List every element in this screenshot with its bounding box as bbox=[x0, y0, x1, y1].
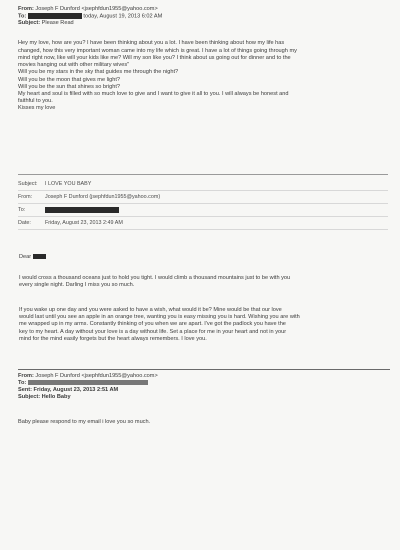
email2-line: me wrapped up in my arms. Constantly thinking of you when we are apart. I've got the padlock you have the bbox=[19, 321, 286, 328]
email1-line: Will you be the sun that shines so bright? bbox=[18, 83, 120, 90]
email2-to: To: bbox=[18, 204, 388, 217]
email-2-header bbox=[18, 174, 388, 230]
email1-line: changed, how this very important woman came into my life which is great. I have a lot of things going through my bbox=[18, 47, 297, 54]
email1-line: Hey my love, how are you? I have been thinking about you a lot. I have been thinking about how my life has bbox=[18, 40, 285, 47]
email3-sent: Sent: Friday, August 23, 2013 2:51 AM bbox=[18, 387, 119, 393]
redacted-recipient bbox=[28, 13, 82, 19]
email1-from: From: Joseph F Dunford <jsephfdun1955@yahoo.com> bbox=[18, 6, 158, 12]
redacted-recipient bbox=[45, 207, 119, 213]
email1-line: mind right now, like will your kids like me? Will my son like you? I think about us going out for dinner and to the bbox=[18, 54, 291, 61]
email2-line: mind for the mind easily forgets but the heart always remembers. I love you. bbox=[19, 335, 207, 342]
email2-date: Date: Friday, August 23, 2013 2:49 AM bbox=[18, 217, 388, 230]
email-3 bbox=[18, 369, 390, 426]
email2-line: would last until you see an apple in an orange tree, wanting you is easy missing you is hard. Wishing you are with bbox=[19, 314, 300, 321]
email3-from: From: Joseph F Dunford <jsephfdun1955@yahoo.com> bbox=[18, 373, 158, 379]
email1-line: Will you be the moon that gives me light? bbox=[18, 76, 120, 83]
email1-body bbox=[18, 40, 388, 112]
redacted-name bbox=[33, 254, 46, 259]
email2-line: If you wake up one day and you were asked to have a wish, what would it be? Mine would be that our love bbox=[19, 307, 282, 313]
email1-line: faithful to you. bbox=[18, 98, 53, 105]
email2-greeting: Dear bbox=[19, 254, 46, 261]
email2-subject: Subject: I LOVE YOU BABY bbox=[18, 179, 388, 191]
redacted-recipient bbox=[28, 380, 148, 385]
email2-paragraph-2 bbox=[19, 307, 384, 343]
email2-line: I would cross a thousand oceans just to hold you tight. I would climb a thousand mountains just to be with you bbox=[19, 275, 291, 281]
email1-subject: Subject: Please Read bbox=[18, 20, 74, 27]
email3-body: Baby please respond to my email i love you so much. bbox=[18, 419, 151, 425]
email2-line: every single night. Darling I miss you so much. bbox=[19, 282, 135, 289]
email1-line: Will you be my stars in the sky that guides me through the night? bbox=[18, 69, 179, 76]
email2-from: From: Joseph F Dunford (jsephfdun1955@yahoo.com) bbox=[18, 191, 388, 204]
divider bbox=[18, 369, 390, 370]
divider bbox=[18, 174, 388, 175]
email2-line: key to my heart. A day without your love is a day without life. Set a place for me in your heart and not in your bbox=[19, 328, 287, 335]
email3-to: To: bbox=[18, 380, 390, 387]
email1-line: Kisses my love bbox=[18, 105, 56, 112]
email2-paragraph-1 bbox=[19, 275, 384, 289]
email3-subject: Subject: Hello Baby bbox=[18, 394, 71, 400]
email1-to-date: To: today, August 19, 2013 6:02 AM bbox=[18, 13, 163, 20]
email1-line: movies hanging out with other military wives" bbox=[18, 62, 130, 69]
email1-line: My heart and soul is filled with so much love to give and I want to give it all to you. I will always be honest and bbox=[18, 90, 289, 97]
email-1 bbox=[18, 6, 388, 113]
